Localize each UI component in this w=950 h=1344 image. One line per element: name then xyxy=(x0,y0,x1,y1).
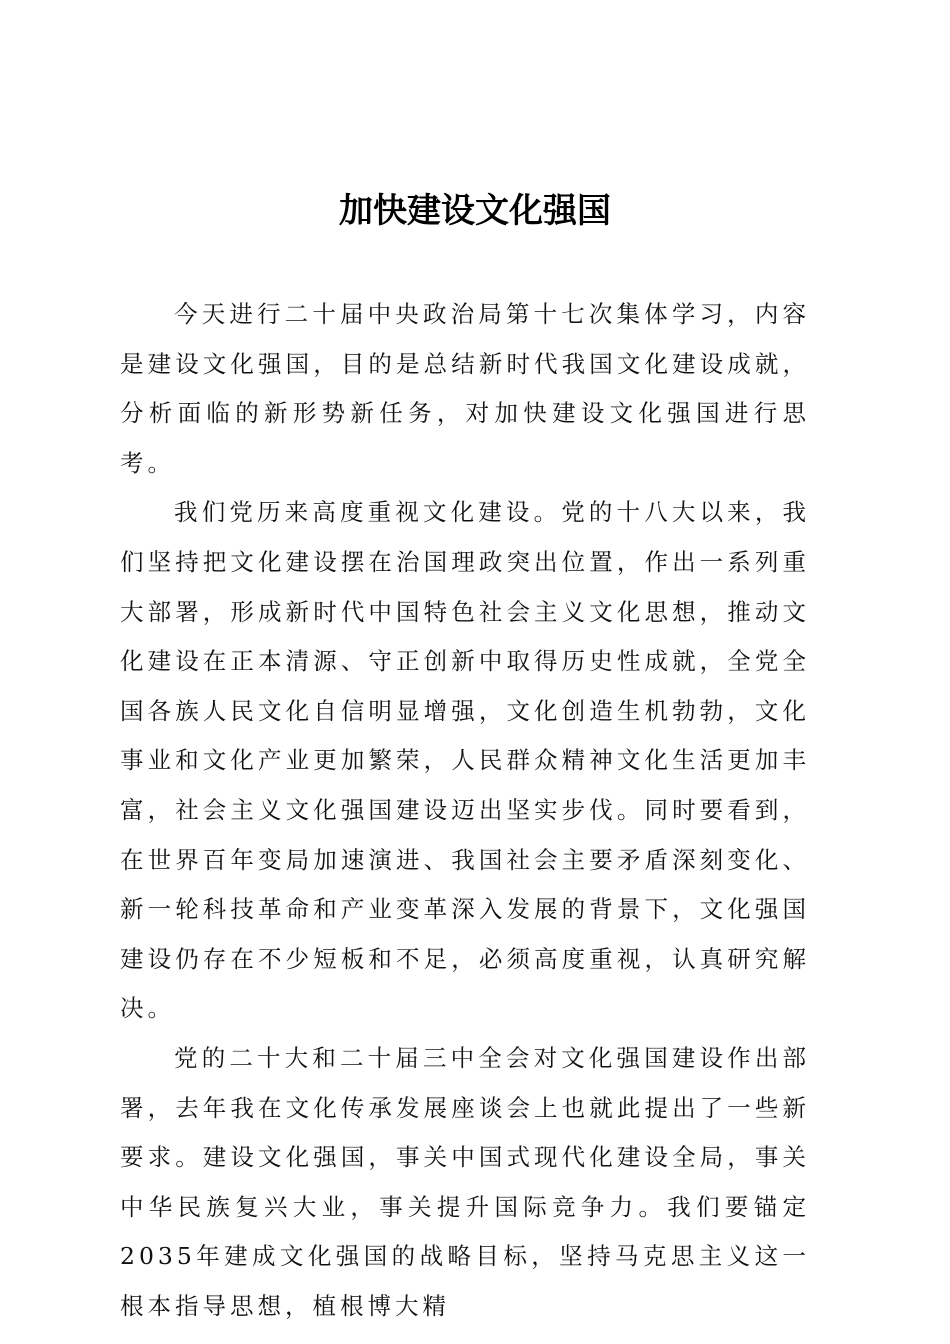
paragraph-1: 今天进行二十届中央政治局第十七次集体学习，内容是建设文化强国，目的是总结新时代我国文化建设成就，分析面临的新形势新任务，对加快建设文化强国进行思考。 xyxy=(120,300,810,477)
document-title: 加快建设文化强国 xyxy=(339,191,611,231)
document-body xyxy=(120,290,810,1331)
paragraph-3: 党的二十大和二十届三中全会对文化强国建设作出部署，去年我在文化传承发展座谈会上也就此提出了一些新要求。建设文化强国，事关中国式现代化建设全局，事关中华民族复兴大业，事关提升国际竞争力。我们要锚定2035年建成文化强国的战略目标，坚持马克思主义这一根本指导思想，植根博大精 xyxy=(120,1043,810,1320)
paragraph-2: 我们党历来高度重视文化建设。党的十八大以来，我们坚持把文化建设摆在治国理政突出位置，作出一系列重大部署，形成新时代中国特色社会主义文化思想，推动文化建设在正本清源、守正创新中取得历史性成就，全党全国各族人民文化自信明显增强，文化创造生机勃勃，文化事业和文化产业更加繁荣，人民群众精神文化生活更加丰富，社会主义文化强国建设迈出坚实步伐。同时要看到，在世界百年变局加速演进、我国社会主要矛盾深刻变化、新一轮科技革命和产业变革深入发展的背景下，文化强国建设仍存在不少短板和不足，必须高度重视，认真研究解决。 xyxy=(120,498,810,1023)
